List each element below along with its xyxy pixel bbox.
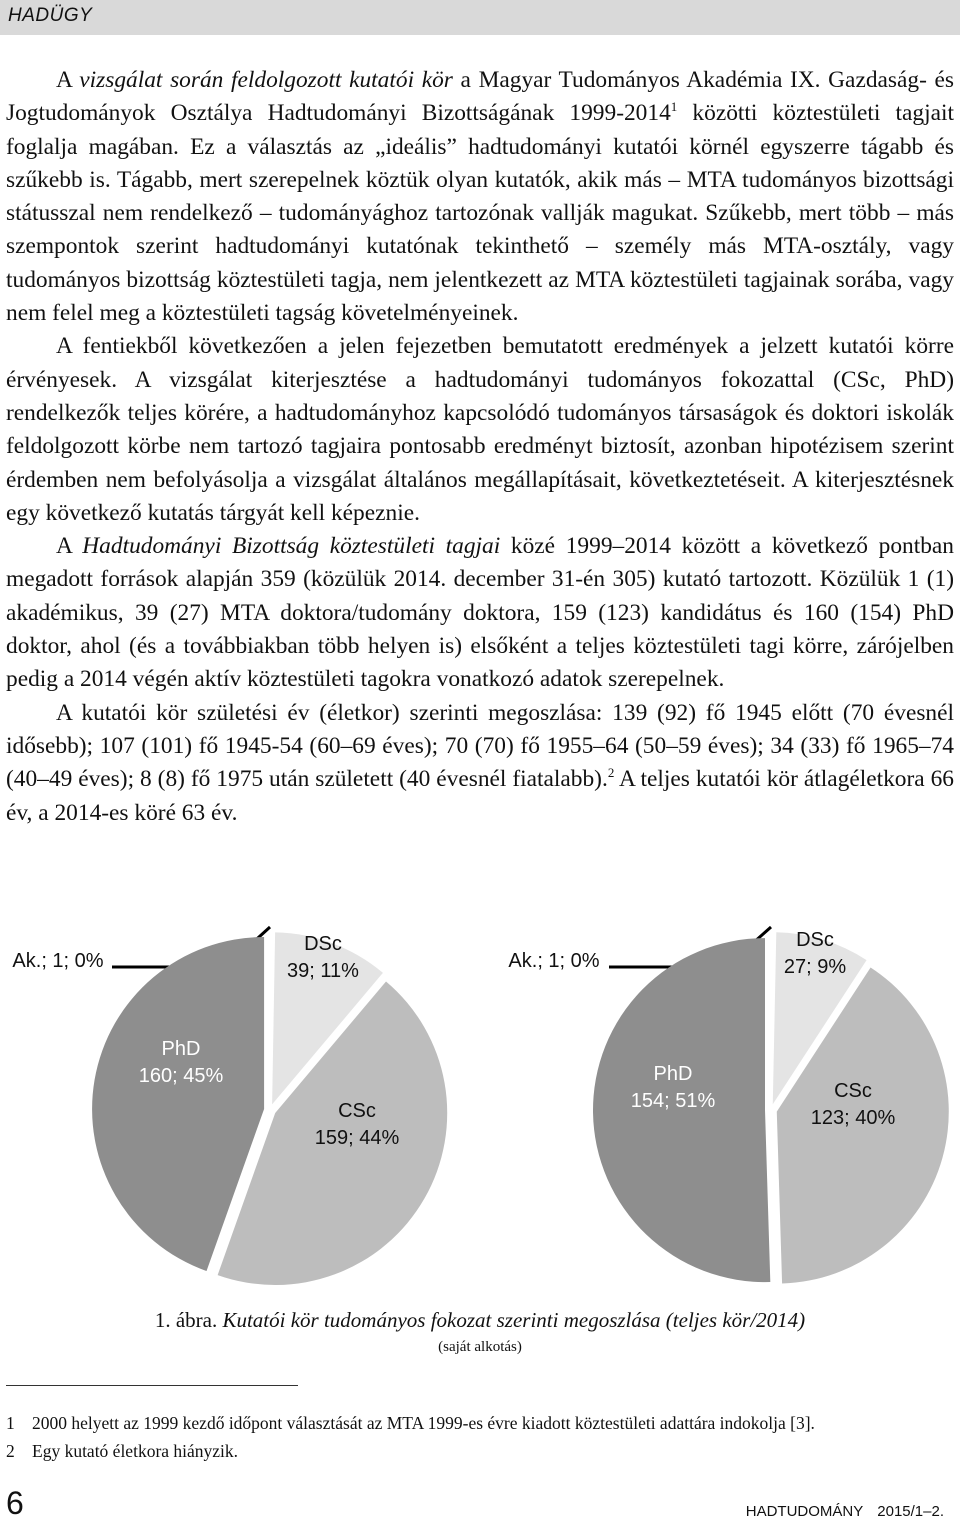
data-label-csc: CSc 123; 40% (810, 1080, 896, 1129)
journal-footer (746, 1503, 944, 1520)
footnote-text: 2000 helyett az 1999 kezdő időpont választását az MTA 1999-es évre kiadott köztestületi adattára indokolja [3]. (32, 1413, 815, 1433)
footnote-text: Egy kutató életkora hiányzik. (32, 1441, 239, 1461)
text-run: A kutatói kör születési év (életkor) szerinti megoszlása: 139 (92) fő 1945 előtt (70 évesnél idősebb); 107 (101) fő 1945-54 (60–69 éves); 70 (70) fő 1955–64 (50–59 éves); 34 (33) fő 1965–74 (40–49 éves); 8 (8) fő 1975 után született (40 évesnél fiatalabb). (6, 699, 954, 793)
footnote (6, 1413, 815, 1434)
figure-caption-text: Kutatói kör tudományos fokozat szerinti megoszlása (teljes kör/2014) (222, 1308, 806, 1332)
data-label-csc: CSc 159; 44% (314, 1100, 400, 1149)
paragraph (6, 697, 954, 830)
paragraph (6, 64, 954, 330)
data-label-phd: PhD 160; 45% (138, 1038, 224, 1087)
footnote-number: 1 (6, 1413, 15, 1433)
text-run: közötti köztestületi tagjait foglalja magában. Ez a választás az „ideális” hadtudományi kutatói körnél egyszerre tágabb és szűkebb is. Tágabb, mert szerepelnek köztük olyan kutatók, akik más – MTA tudományos bizottsági státusszal nem rendelkező – tudományághoz tartozónak vallják magukat. Szűkebb, mert több – más szempontok szerint hadtudományi kutatónak tekinthető – személy más MTA-osztály, vagy tudományos bizottság köztestületi tagja, nem jelentkezett az MTA köztestületi tagjainak sorába, vagy nem felel meg a köztestületi tagság követelményeinek. (6, 100, 954, 327)
data-label-phd: PhD 154; 51% (630, 1063, 716, 1112)
text-run: A teljes kutatói kör átlagéletkora 66 év, a 2014-es köré 63 év. (6, 766, 954, 826)
running-header (0, 0, 960, 35)
text-run: a Magyar Tudományos Akadémia IX. Gazdaság- és Jogtudományok Osztálya Hadtudományi Bizottságának 1999-2014 (6, 67, 954, 127)
page-number: 6 (6, 1485, 24, 1521)
text-run: A (56, 67, 80, 93)
figure-pie-charts (0, 905, 960, 1300)
header-title: HADÜGY (8, 5, 93, 26)
text-run: A fentiekből következően a jelen fejezetben bemutatott eredmények a jelzett kutatói körre érvényesek. A vizsgálat kiterjesztése a hadtudományi tudományos fokozattal (CSc, PhD) rendelkezők teljes körére, a hadtudományhoz kapcsolódó tudományos társaságok és doktori iskolák feldolgozott körbe nem tartozó tagjaira pontosabb eredményt biztosít, azonban hipotézisem szerint érdemben nem befolyásolja a vizsgálat általános megállapításait, következtetéseit. A kiterjesztésnek egy következő kutatás tárgyát kell képeznie. (6, 333, 954, 526)
data-label-ak: Ak.; 1; 0% (508, 950, 600, 972)
pie-chart-total (12, 927, 447, 1285)
footnote (6, 1441, 238, 1462)
data-label-dsc: DSc 39; 11% (287, 933, 359, 982)
footnote-number: 2 (6, 1441, 15, 1461)
text-run: A (56, 533, 83, 560)
figure-source: (saját alkotás) (438, 1339, 522, 1355)
journal-issue: 2015/1–2. (877, 1503, 944, 1520)
text-run: közé 1999–2014 között a következő pontban megadott források alapján 359 (közülük 2014. december 31-én 305) kutató tartozott. Közülük 1 (1) akadémikus, 39 (27) MTA doktora/tudomány doktora, 159 (123) kandidátus és 160 (154) PhD doktor, ahol (és a továbbiakban több helyen is) elsőként a teljes köztestületi tagi körre, zárójelben pedig a 2014 végén aktív köztestületi tagokra vonatkozó adatok szerepelnek. (6, 533, 955, 693)
italic-run: vizsgálat során feldolgozott kutatói kör (79, 67, 453, 93)
paragraph (6, 530, 954, 696)
footnote-ref: 2 (607, 765, 615, 781)
figure-caption (0, 1308, 960, 1333)
pie-chart-2014 (508, 927, 948, 1284)
journal-name: HADTUDOMÁNY (745, 1503, 864, 1520)
footnote-ref: 1 (670, 99, 678, 115)
body-text (6, 64, 954, 830)
paragraph (6, 330, 954, 530)
footnote-divider (6, 1385, 298, 1386)
data-label-ak: Ak.; 1; 0% (12, 950, 104, 972)
data-label-dsc: DSc 27; 9% (783, 929, 847, 978)
italic-run: Hadtudományi Bizottság köztestületi tagjai (82, 533, 501, 560)
figure-number: 1. ábra. (154, 1308, 218, 1332)
